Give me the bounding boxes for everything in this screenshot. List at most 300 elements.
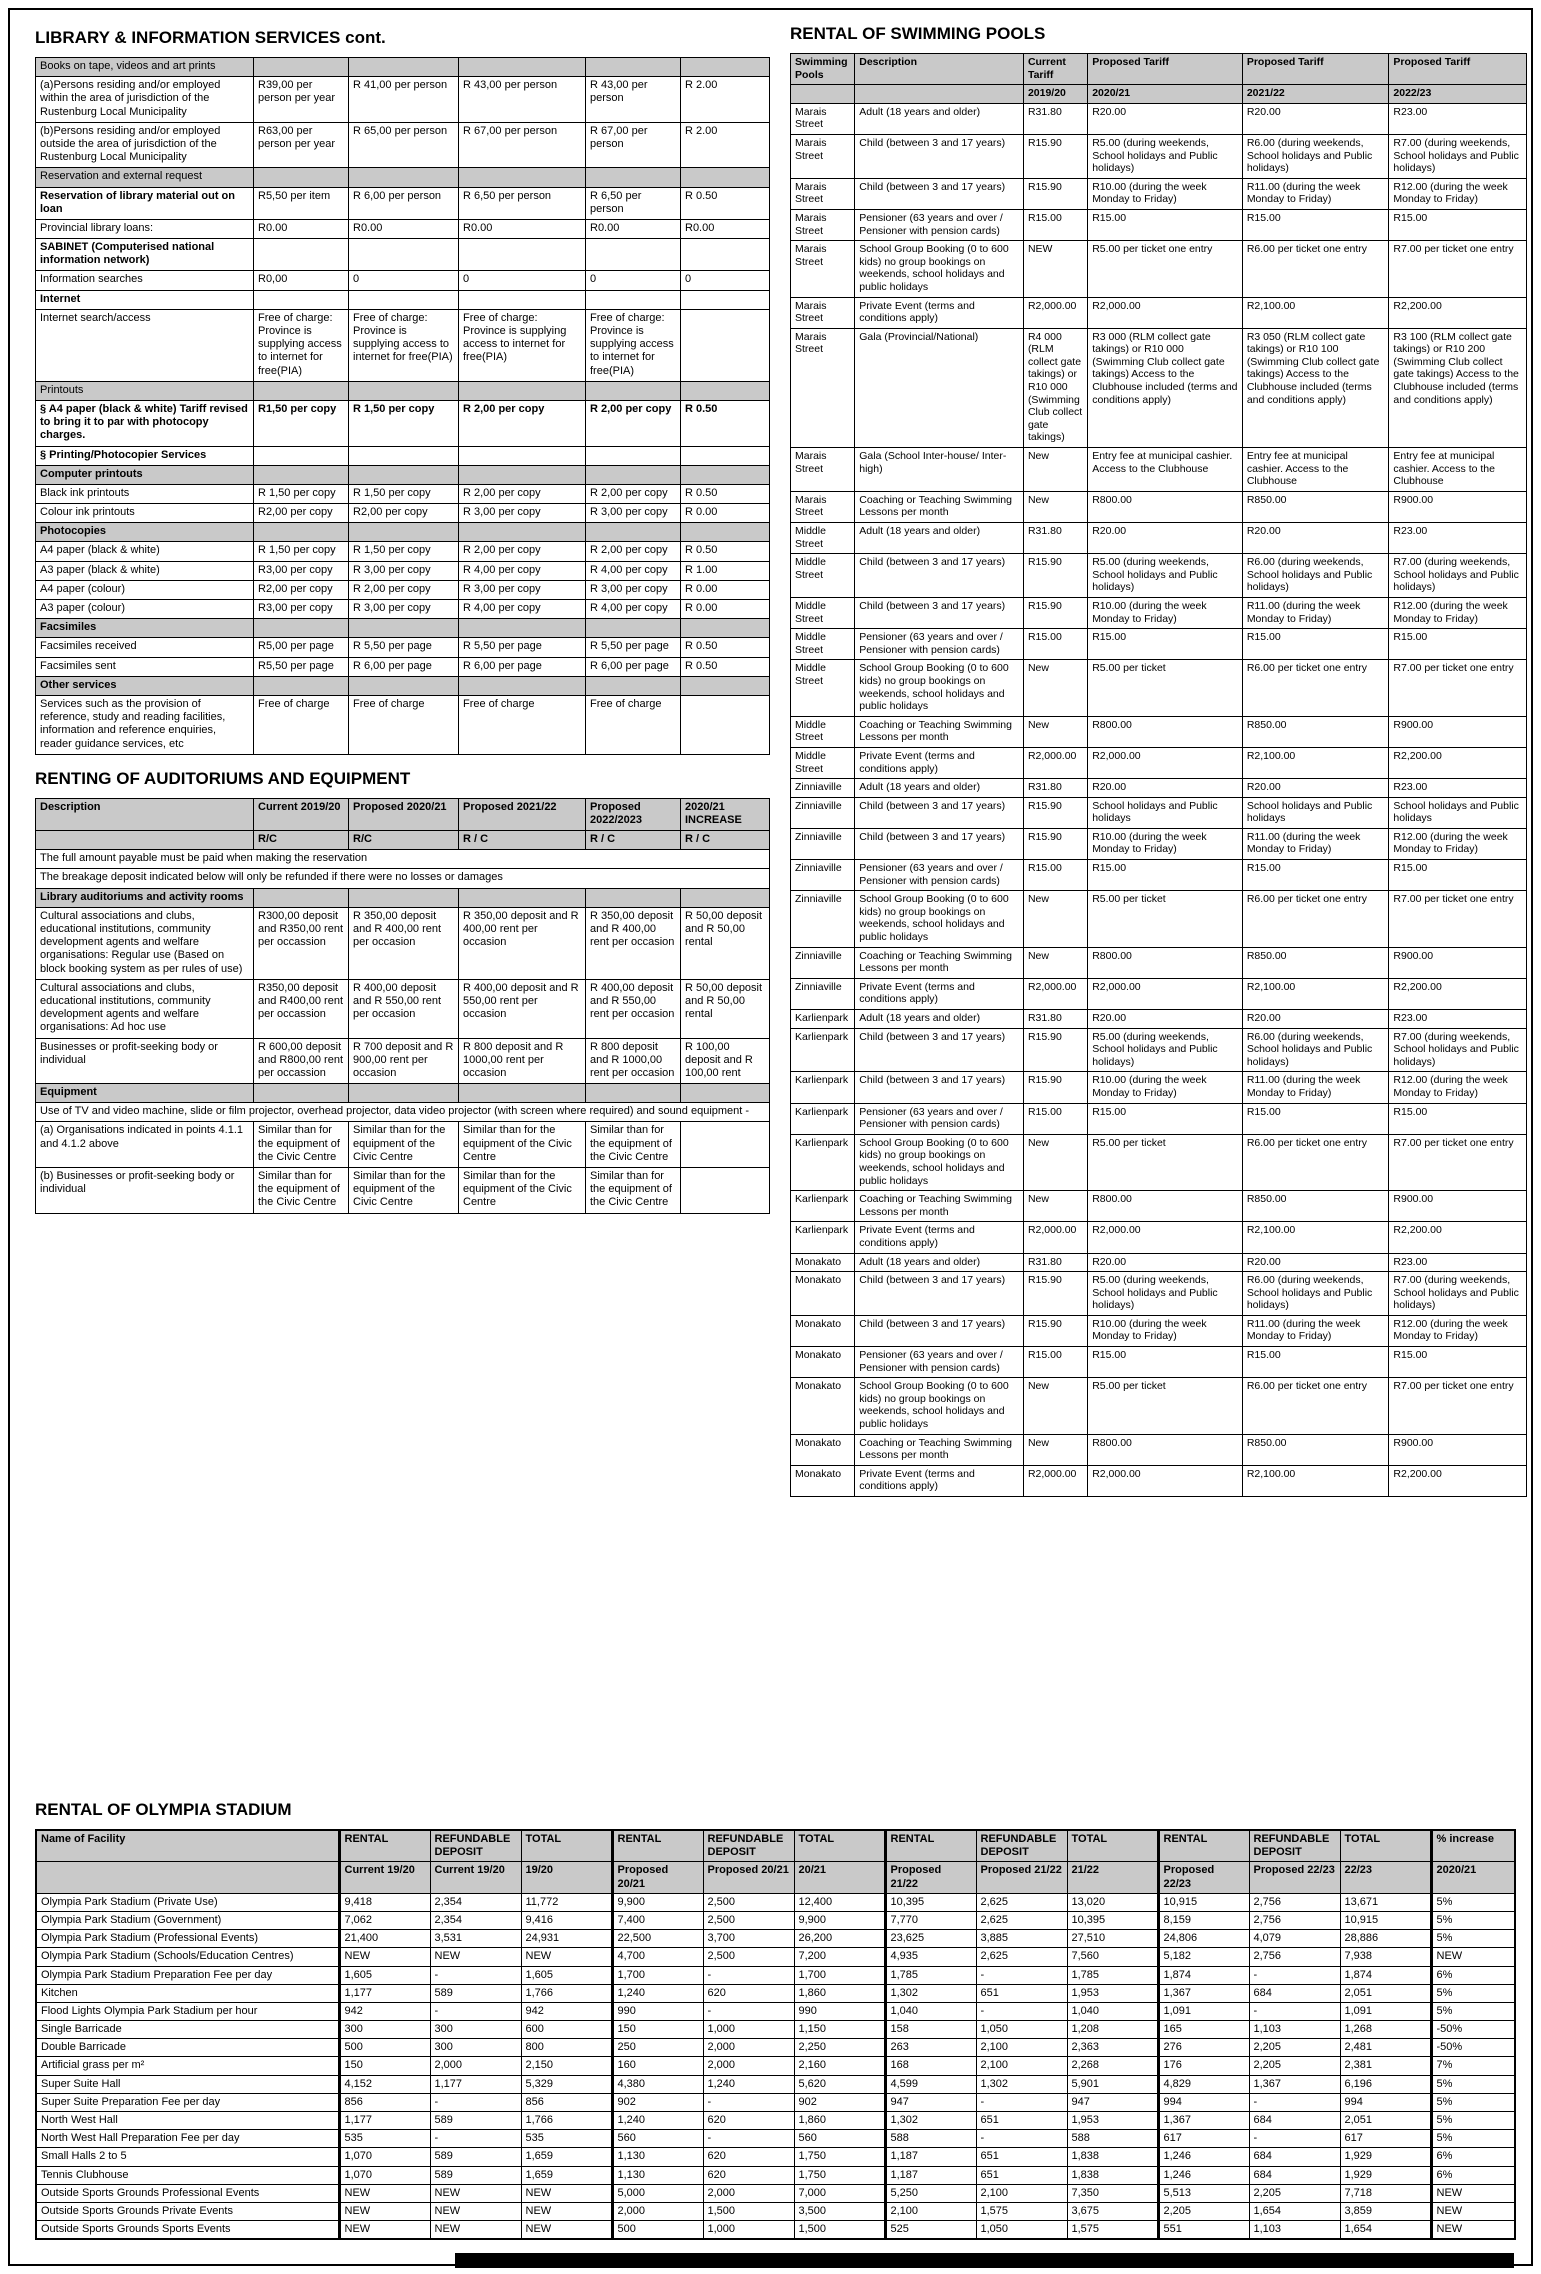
table-cell: - — [1249, 2093, 1340, 2111]
table-cell — [254, 523, 349, 542]
table-cell: Pensioner (63 years and over / Pensioner with pension cards) — [855, 860, 1024, 891]
table-row — [791, 448, 1527, 492]
table-cell: 300 — [430, 2021, 521, 2039]
table-cell: 651 — [976, 2112, 1067, 2130]
table-cell: R 3,00 per copy — [459, 504, 586, 523]
table-cell: R 2,00 per copy — [349, 580, 459, 599]
table-cell: 3,700 — [703, 1930, 794, 1948]
table-row — [36, 561, 770, 580]
table-cell: R31.80 — [1023, 1010, 1087, 1029]
table-row — [36, 2202, 1515, 2220]
table-row — [791, 1347, 1527, 1378]
table-cell: R / C — [586, 831, 681, 850]
table-row — [36, 657, 770, 676]
table-row — [36, 1168, 770, 1214]
table-cell: Marais Street — [791, 328, 855, 447]
table-row — [36, 600, 770, 619]
auditoriums-section-title: RENTING OF AUDITORIUMS AND EQUIPMENT — [35, 768, 411, 788]
table-cell — [36, 1862, 339, 1893]
table-row — [791, 1315, 1527, 1346]
table-cell: R900.00 — [1389, 947, 1527, 978]
table-cell: RENTAL — [612, 1830, 703, 1862]
table-cell: Double Barricade — [36, 2039, 339, 2057]
table-cell: 7,200 — [794, 1948, 885, 1966]
table-cell: R15.90 — [1023, 597, 1087, 628]
table-cell: 589 — [430, 2166, 521, 2184]
table-row — [791, 660, 1527, 716]
table-cell: 2,625 — [976, 1893, 1067, 1911]
table-cell — [36, 831, 254, 850]
table-cell: R3 000 (RLM collect gate takings) or R10 000 (Swimming Club collect gate takings) Access to the Clubhouse included (terms and conditions apply) — [1088, 328, 1243, 447]
table-cell: Karlienpark — [791, 1191, 855, 1222]
table-cell: Marais Street — [791, 134, 855, 178]
table-cell — [586, 290, 681, 309]
table-cell: R/C — [349, 831, 459, 850]
table-cell: Free of charge: Province is supplying access to internet for free(PIA) — [459, 309, 586, 381]
table-cell: 2,756 — [1249, 1893, 1340, 1911]
table-row — [36, 542, 770, 561]
table-cell — [681, 888, 770, 907]
table-cell: 8,159 — [1158, 1911, 1249, 1929]
table-cell — [459, 619, 586, 638]
table-cell — [586, 446, 681, 465]
table-cell: 9,900 — [794, 1911, 885, 1929]
table-row — [36, 219, 770, 238]
table-row — [36, 2075, 1515, 2093]
table-cell: R15.90 — [1023, 178, 1087, 209]
table-cell: Other services — [36, 676, 254, 695]
table-cell: R15.90 — [1023, 1028, 1087, 1072]
table-cell: 1,070 — [339, 2166, 430, 2184]
header-row — [36, 1862, 1515, 1893]
table-cell: Middle Street — [791, 716, 855, 747]
table-row — [36, 1930, 1515, 1948]
table-cell: R 0.50 — [681, 657, 770, 676]
table-cell: 1,050 — [976, 2221, 1067, 2240]
table-cell: TOTAL — [794, 1830, 885, 1862]
table-cell: R23.00 — [1389, 1253, 1527, 1272]
table-cell: Private Event (terms and conditions apply) — [855, 297, 1024, 328]
table-cell: R20.00 — [1242, 1253, 1389, 1272]
table-cell: Outside Sports Grounds Professional Events — [36, 2184, 339, 2202]
table-row — [36, 2057, 1515, 2075]
table-row — [36, 309, 770, 381]
table-cell: R300,00 deposit and R350,00 rent per occassion — [254, 907, 349, 979]
table-cell: 28,886 — [1340, 1930, 1431, 1948]
table-cell: R2,000.00 — [1023, 297, 1087, 328]
table-cell — [586, 1084, 681, 1103]
table-row — [791, 297, 1527, 328]
table-cell: 620 — [703, 2148, 794, 2166]
table-cell: Adult (18 years and older) — [855, 779, 1024, 798]
table-cell: % increase — [1431, 1830, 1515, 1862]
table-cell: R10.00 (during the week Monday to Friday) — [1088, 178, 1243, 209]
table-cell — [681, 239, 770, 271]
table-cell: Similar than for the equipment of the Civic Centre — [254, 1168, 349, 1214]
table-cell: § A4 paper (black & white) Tariff revised to bring it to par with photocopy charges. — [36, 400, 254, 446]
table-cell: Marais Street — [791, 103, 855, 134]
table-cell: Monakato — [791, 1272, 855, 1316]
table-row — [36, 1038, 770, 1084]
table-cell: 2,100 — [976, 2039, 1067, 2057]
table-cell: NEW — [1431, 2184, 1515, 2202]
table-cell: 4,079 — [1249, 1930, 1340, 1948]
section-row — [36, 58, 770, 77]
table-cell: 600 — [521, 2021, 612, 2039]
table-cell: 1,654 — [1249, 2202, 1340, 2220]
table-cell: R 0.50 — [681, 400, 770, 446]
table-cell: Current Tariff — [1023, 54, 1087, 85]
table-cell: R 2,00 per copy — [586, 400, 681, 446]
table-cell: Reservation of library material out on loan — [36, 187, 254, 219]
table-cell: Zinniaville — [791, 828, 855, 859]
table-cell: School holidays and Public holidays — [1389, 797, 1527, 828]
table-cell: R 6,00 per page — [459, 657, 586, 676]
table-cell: Library auditoriums and activity rooms — [36, 888, 254, 907]
table-cell: Description — [855, 54, 1024, 85]
table-cell: 1,874 — [1340, 1966, 1431, 1984]
table-cell: R 0.50 — [681, 542, 770, 561]
table-cell: 22/23 — [1340, 1862, 1431, 1893]
table-cell: 2,100 — [976, 2057, 1067, 2075]
table-row — [791, 1010, 1527, 1029]
table-cell: Reservation and external request — [36, 168, 254, 187]
table-cell: 1,605 — [521, 1966, 612, 1984]
table-cell: R15.00 — [1389, 209, 1527, 240]
table-cell: Flood Lights Olympia Park Stadium per hour — [36, 2002, 339, 2020]
table-cell — [349, 168, 459, 187]
table-cell: R0.00 — [349, 219, 459, 238]
table-cell: R23.00 — [1389, 1010, 1527, 1029]
table-cell: Cultural associations and clubs, educational institutions, community development agents and welfare organisations: Ad hoc use — [36, 979, 254, 1038]
table-cell — [254, 168, 349, 187]
table-cell: Pensioner (63 years and over / Pensioner with pension cards) — [855, 1347, 1024, 1378]
table-cell: Proposed 2021/22 — [459, 798, 586, 830]
table-cell: 990 — [612, 2002, 703, 2020]
table-cell: Child (between 3 and 17 years) — [855, 1315, 1024, 1346]
table-cell: R15.00 — [1242, 1347, 1389, 1378]
table-cell: R15.00 — [1389, 1347, 1527, 1378]
table-cell: Internet search/access — [36, 309, 254, 381]
table-cell: R15.90 — [1023, 134, 1087, 178]
table-cell: R 43,00 per person — [459, 77, 586, 123]
table-cell: NEW — [521, 2202, 612, 2220]
table-cell — [586, 381, 681, 400]
table-cell: R6.00 per ticket one entry — [1242, 1134, 1389, 1190]
table-cell: NEW — [430, 1948, 521, 1966]
table-cell: NEW — [339, 2221, 430, 2240]
table-cell: R5.00 (during weekends, School holidays and Public holidays) — [1088, 554, 1243, 598]
table-cell: New — [1023, 947, 1087, 978]
table-cell — [254, 446, 349, 465]
table-cell: 165 — [1158, 2021, 1249, 2039]
table-cell: R 6,00 per person — [349, 187, 459, 219]
table-cell: R5.00 per ticket — [1088, 660, 1243, 716]
table-cell: Facsimiles received — [36, 638, 254, 657]
table-cell: R12.00 (during the week Monday to Friday) — [1389, 597, 1527, 628]
table-cell: Artificial grass per m² — [36, 2057, 339, 2075]
table-cell: 1,208 — [1067, 2021, 1158, 2039]
table-cell: 1,953 — [1067, 2112, 1158, 2130]
table-cell: 684 — [1249, 2166, 1340, 2184]
table-cell: R31.80 — [1023, 103, 1087, 134]
table-cell: 6% — [1431, 1966, 1515, 1984]
table-cell: 856 — [521, 2093, 612, 2111]
table-row — [791, 978, 1527, 1009]
table-cell: Current 19/20 — [430, 1862, 521, 1893]
table-cell: R15.90 — [1023, 797, 1087, 828]
section-row — [36, 676, 770, 695]
table-cell: 1,367 — [1158, 1984, 1249, 2002]
section-row — [36, 1084, 770, 1103]
table-cell: R3 050 (RLM collect gate takings) or R10 100 (Swimming Club collect gate takings) Access to the Clubhouse included (terms and conditions apply) — [1242, 328, 1389, 447]
table-row — [36, 122, 770, 168]
table-cell: Karlienpark — [791, 1028, 855, 1072]
table-cell: Monakato — [791, 1378, 855, 1434]
table-cell: R7.00 (during weekends, School holidays and Public holidays) — [1389, 1028, 1527, 1072]
section-row — [36, 465, 770, 484]
table-cell: R5,50 per page — [254, 657, 349, 676]
table-cell: - — [1249, 1966, 1340, 1984]
table-cell: R15.00 — [1088, 209, 1243, 240]
table-cell: Services such as the provision of reference, study and reading facilities, information and reference enquiries, reader guidance services, etc — [36, 695, 254, 754]
table-cell: RENTAL — [885, 1830, 976, 1862]
table-row — [791, 1191, 1527, 1222]
table-cell: 1,367 — [1158, 2112, 1249, 2130]
table-cell: R 2.00 — [681, 122, 770, 168]
table-row — [36, 239, 770, 271]
table-cell: Proposed 2022/2023 — [586, 798, 681, 830]
table-cell: 22,500 — [612, 1930, 703, 1948]
table-row — [791, 103, 1527, 134]
table-cell: 276 — [1158, 2039, 1249, 2057]
table-cell: R2,000.00 — [1023, 1222, 1087, 1253]
table-cell: Gala (Provincial/National) — [855, 328, 1024, 447]
table-cell: Middle Street — [791, 629, 855, 660]
table-cell — [855, 85, 1024, 104]
table-cell — [459, 888, 586, 907]
table-cell: R2,000.00 — [1023, 1465, 1087, 1496]
table-cell: Proposed 21/22 — [976, 1862, 1067, 1893]
table-cell: R0.00 — [681, 219, 770, 238]
table-cell: 2,500 — [703, 1893, 794, 1911]
table-cell: Marais Street — [791, 178, 855, 209]
table-cell: R15.90 — [1023, 1315, 1087, 1346]
table-cell: R2,00 per copy — [254, 504, 349, 523]
table-cell: - — [1249, 2130, 1340, 2148]
table-cell: 160 — [612, 2057, 703, 2075]
table-cell: R15.00 — [1023, 860, 1087, 891]
table-cell: 1,500 — [703, 2202, 794, 2220]
table-cell: 500 — [339, 2039, 430, 2057]
table-cell: 1,929 — [1340, 2148, 1431, 2166]
table-cell: Free of charge — [586, 695, 681, 754]
table-cell: R900.00 — [1389, 1434, 1527, 1465]
table-cell: 300 — [339, 2021, 430, 2039]
table-cell: R 67,00 per person — [459, 122, 586, 168]
table-cell: R11.00 (during the week Monday to Friday) — [1242, 178, 1389, 209]
table-cell: 5% — [1431, 2130, 1515, 2148]
table-cell: School Group Booking (0 to 600 kids) no group bookings on weekends, school holidays and public holidays — [855, 241, 1024, 297]
table-cell: R0,00 — [254, 271, 349, 290]
table-row — [36, 695, 770, 754]
table-cell: 1,575 — [1067, 2221, 1158, 2240]
table-cell: R800.00 — [1088, 1434, 1243, 1465]
table-cell: 1,700 — [794, 1966, 885, 1984]
table-cell: Child (between 3 and 17 years) — [855, 134, 1024, 178]
table-cell: 617 — [1158, 2130, 1249, 2148]
table-cell — [681, 290, 770, 309]
table-cell: Monakato — [791, 1253, 855, 1272]
table-cell — [681, 676, 770, 695]
table-cell: R 5,50 per page — [349, 638, 459, 657]
table-row — [36, 2039, 1515, 2057]
table-cell: Facsimiles sent — [36, 657, 254, 676]
table-cell: Olympia Park Stadium Preparation Fee per day — [36, 1966, 339, 1984]
table-cell: R2,000.00 — [1023, 747, 1087, 778]
table-cell: R6.00 (during weekends, School holidays and Public holidays) — [1242, 554, 1389, 598]
table-cell: Super Suite Hall — [36, 2075, 339, 2093]
table-cell: Internet — [36, 290, 254, 309]
table-cell — [459, 676, 586, 695]
table-cell: Marais Street — [791, 241, 855, 297]
table-cell: 2,000 — [703, 2057, 794, 2075]
table-cell: - — [703, 2002, 794, 2020]
table-row — [36, 2184, 1515, 2202]
table-cell: Proposed 20/21 — [703, 1862, 794, 1893]
table-cell: Child (between 3 and 17 years) — [855, 1272, 1024, 1316]
table-cell: Private Event (terms and conditions apply) — [855, 1465, 1024, 1496]
table-cell: Coaching or Teaching Swimming Lessons per month — [855, 491, 1024, 522]
table-cell: Entry fee at municipal cashier. Access to the Clubhouse — [1389, 448, 1527, 492]
table-cell: R5.00 per ticket — [1088, 1134, 1243, 1190]
table-cell: 651 — [976, 2166, 1067, 2184]
table-row — [36, 1911, 1515, 1929]
table-row — [791, 1434, 1527, 1465]
table-cell: Pensioner (63 years and over / Pensioner with pension cards) — [855, 1103, 1024, 1134]
table-cell: New — [1023, 660, 1087, 716]
table-cell: Adult (18 years and older) — [855, 523, 1024, 554]
table-cell: R7.00 per ticket one entry — [1389, 241, 1527, 297]
table-row — [36, 2021, 1515, 2039]
table-cell: R10.00 (during the week Monday to Friday) — [1088, 1315, 1243, 1346]
table-row — [791, 797, 1527, 828]
table-cell: 9,900 — [612, 1893, 703, 1911]
table-cell: 2020/21 — [1431, 1862, 1515, 1893]
table-cell: R20.00 — [1088, 1253, 1243, 1272]
table-cell: Coaching or Teaching Swimming Lessons per month — [855, 1191, 1024, 1222]
table-cell: 176 — [1158, 2057, 1249, 2075]
table-cell: Private Event (terms and conditions apply) — [855, 1222, 1024, 1253]
table-cell: R350,00 deposit and R400,00 rent per occassion — [254, 979, 349, 1038]
table-cell: 1,091 — [1340, 2002, 1431, 2020]
table-cell: 2,250 — [794, 2039, 885, 2057]
table-cell: R2,000.00 — [1023, 978, 1087, 1009]
table-cell: Adult (18 years and older) — [855, 1010, 1024, 1029]
table-cell: R 3,00 per copy — [349, 600, 459, 619]
header-row — [36, 831, 770, 850]
table-cell: RENTAL — [1158, 1830, 1249, 1862]
table-cell: 0 — [586, 271, 681, 290]
table-cell: R 5,50 per page — [586, 638, 681, 657]
table-cell: 11,772 — [521, 1893, 612, 1911]
table-cell: 1,240 — [612, 2112, 703, 2130]
table-cell: 2,051 — [1340, 2112, 1431, 2130]
table-cell: 1,130 — [612, 2166, 703, 2184]
table-cell: 5,513 — [1158, 2184, 1249, 2202]
table-row — [36, 504, 770, 523]
table-cell: 20/21 — [794, 1862, 885, 1893]
table-cell — [459, 523, 586, 542]
table-cell: 4,700 — [612, 1948, 703, 1966]
table-cell: 1,500 — [794, 2221, 885, 2240]
table-cell: 2,205 — [1249, 2057, 1340, 2075]
table-row — [36, 580, 770, 599]
table-cell: R 0.50 — [681, 638, 770, 657]
table-cell: R10.00 (during the week Monday to Friday) — [1088, 828, 1243, 859]
table-cell: R6.00 (during weekends, School holidays and Public holidays) — [1242, 134, 1389, 178]
table-cell: SABINET (Computerised national information network) — [36, 239, 254, 271]
table-cell: Middle Street — [791, 523, 855, 554]
table-cell: Use of TV and video machine, slide or film projector, overhead projector, data video projector (with screen where required) and sound equipment - — [36, 1103, 770, 1122]
section-row — [36, 381, 770, 400]
table-cell: 525 — [885, 2221, 976, 2240]
table-cell: 2,205 — [1249, 2039, 1340, 2057]
table-cell — [586, 619, 681, 638]
table-cell: R7.00 (during weekends, School holidays and Public holidays) — [1389, 1272, 1527, 1316]
table-cell: Child (between 3 and 17 years) — [855, 554, 1024, 598]
table-row — [791, 1378, 1527, 1434]
table-row — [36, 2221, 1515, 2240]
table-cell: 994 — [1340, 2093, 1431, 2111]
table-cell: R15.00 — [1088, 860, 1243, 891]
table-cell: Monakato — [791, 1434, 855, 1465]
table-cell: R2,000.00 — [1088, 747, 1243, 778]
table-cell: A4 paper (black & white) — [36, 542, 254, 561]
table-cell: 947 — [885, 2093, 976, 2111]
table-row — [791, 747, 1527, 778]
table-cell: 1,302 — [885, 2112, 976, 2130]
table-cell: Adult (18 years and older) — [855, 1253, 1024, 1272]
table-cell: R 2,00 per copy — [459, 542, 586, 561]
table-cell: - — [703, 2130, 794, 2148]
table-cell: NEW — [1431, 2221, 1515, 2240]
table-row — [791, 1028, 1527, 1072]
table-cell: 23,625 — [885, 1930, 976, 1948]
table-cell: Marais Street — [791, 448, 855, 492]
table-cell: 3,859 — [1340, 2202, 1431, 2220]
table-row — [36, 2002, 1515, 2020]
table-cell: Free of charge — [254, 695, 349, 754]
table-cell — [586, 676, 681, 695]
table-cell: R 6,00 per page — [586, 657, 681, 676]
table-cell — [681, 619, 770, 638]
table-cell: Proposed 22/23 — [1249, 1862, 1340, 1893]
table-cell: 1,103 — [1249, 2221, 1340, 2240]
table-cell: 620 — [703, 1984, 794, 2002]
table-cell: 1,000 — [703, 2021, 794, 2039]
library-section-title: LIBRARY & INFORMATION SERVICES cont. — [35, 28, 386, 47]
table-cell: 7,062 — [339, 1911, 430, 1929]
table-cell: 2,354 — [430, 1893, 521, 1911]
table-cell: 942 — [339, 2002, 430, 2020]
table-cell: 1,187 — [885, 2166, 976, 2184]
table-cell: 13,020 — [1067, 1893, 1158, 1911]
table-cell: Information searches — [36, 271, 254, 290]
table-row — [36, 290, 770, 309]
table-cell — [254, 619, 349, 638]
table-cell: Description — [36, 798, 254, 830]
